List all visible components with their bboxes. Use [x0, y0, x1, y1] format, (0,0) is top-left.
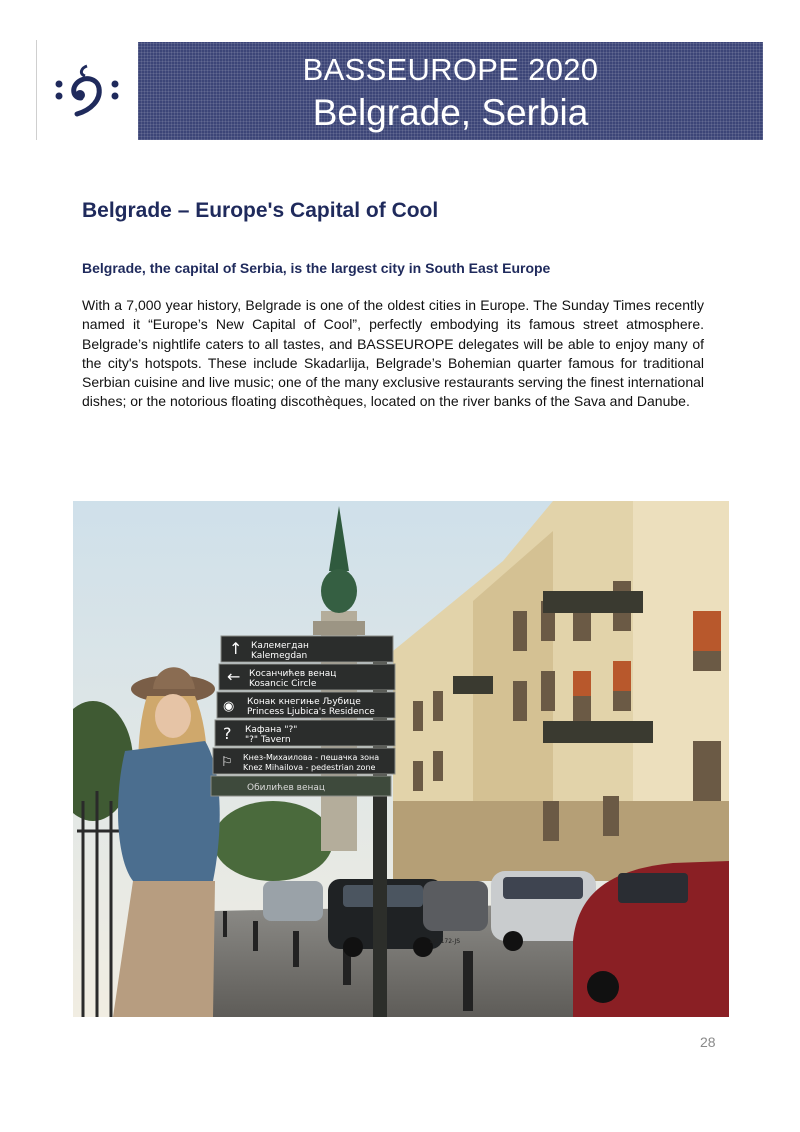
direction-signs: [211, 636, 395, 796]
body-paragraph: With a 7,000 year history, Belgrade is one of the oldest cities in Europe. The Sunday Times recently named it “Europe’s New Capital of Cool”, perfectly embodying its famous street atmosphere. Belgrade’s nightlife caters to all tastes, and BASSEUROPE delegates will be able to enjoy many of the city's hotspots. These include Skadarlija, Belgrade’s Bohemian quarter famous for traditional Serbian cuisine and live music; one of the many exclusive restaurants serving the finest international dishes; or the notorious floating discothèques, located on the river banks of the Sava and Danube.: [82, 297, 704, 410]
svg-text:←: ←: [227, 667, 241, 686]
svg-text:Конак кнегиње Љубице: Конак кнегиње Љубице: [247, 697, 361, 707]
svg-text:Kalemegdan: Kalemegdan: [251, 651, 308, 661]
svg-text:Kosancic Circle: Kosancic Circle: [249, 679, 317, 689]
bass-clef-logo-icon: [51, 58, 123, 123]
svg-text:Кафана "?": Кафана "?": [245, 725, 298, 735]
svg-text:Косанчићев венац: Косанчићев венац: [249, 669, 337, 679]
section-subheading: Belgrade, the capital of Serbia, is the largest city in South East Europe: [82, 260, 551, 276]
svg-text:Калемегдан: Калемегдан: [251, 641, 309, 651]
svg-text:◉: ◉: [223, 699, 235, 714]
title-banner: [138, 42, 763, 140]
belgrade-street-photo: [73, 501, 729, 1017]
svg-text:Princess Ljubica's Residence: Princess Ljubica's Residence: [247, 707, 375, 717]
svg-text:BG 172-JS: BG 172-JS: [430, 938, 461, 945]
section-heading: Belgrade – Europe's Capital of Cool: [82, 199, 439, 222]
logo: [36, 40, 137, 140]
svg-text:⚐: ⚐: [221, 755, 233, 770]
svg-text:Кнез-Михаилова - пешачка зона: Кнез-Михаилова - пешачка зона: [243, 753, 380, 762]
svg-text:"?" Tavern: "?" Tavern: [245, 735, 291, 745]
svg-text:?: ?: [223, 724, 232, 743]
svg-text:Обилићев венац: Обилићев венац: [247, 783, 326, 793]
svg-text:Knez Mihailova - pedestrian zo: Knez Mihailova - pedestrian zone: [243, 763, 376, 772]
event-title: BASSEUROPE 2020: [302, 52, 599, 87]
page-number: 28: [700, 1034, 716, 1050]
event-location: Belgrade, Serbia: [312, 92, 589, 133]
svg-text:↑: ↑: [229, 639, 243, 658]
